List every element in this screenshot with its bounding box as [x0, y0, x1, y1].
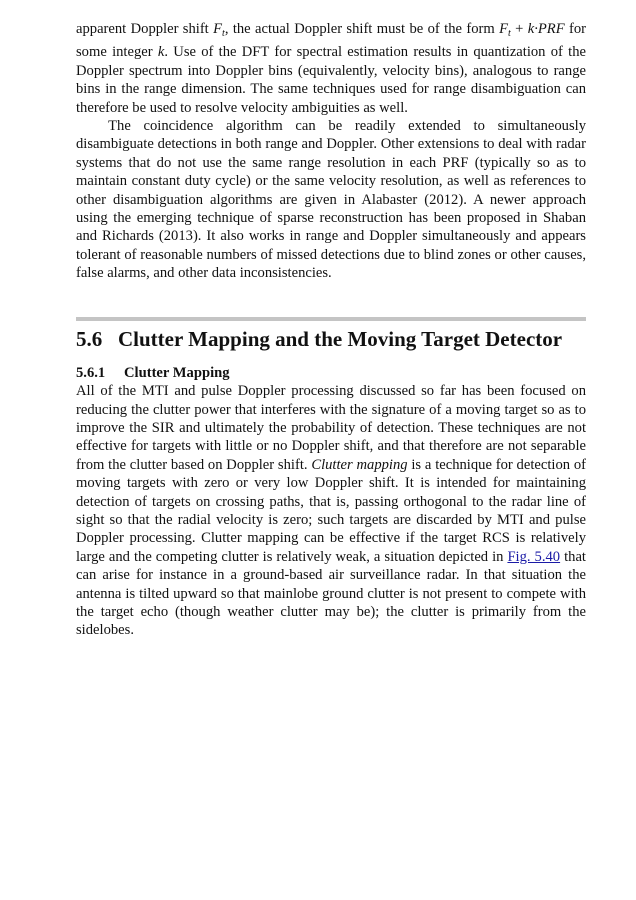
symbol-F: F [213, 21, 223, 37]
subsection-number: 5.6.1 [76, 364, 106, 381]
section-heading [76, 326, 586, 352]
subsection-heading [76, 364, 586, 382]
subsection-title: Clutter Mapping [124, 364, 230, 381]
section-number: 5.6 [76, 326, 103, 351]
text: apparent Doppler shift [76, 21, 214, 37]
text: . Use of the DFT for spectral estimation results in quantization of the Doppler spectrum into Doppler bins (equivalently, velocity bins), analogous to range bins in the range dimension. The same techniques used for range disambiguation can therefore be used to resolve velocity ambiguities as well. [76, 44, 587, 116]
symbol-F: F [499, 21, 508, 37]
page-content [76, 20, 586, 640]
figure-link[interactable]: Fig. 5.40 [507, 548, 561, 565]
text: + [510, 21, 528, 37]
section-divider [76, 317, 586, 321]
subscript-t: t [508, 28, 511, 39]
paragraph-clutter-mapping [76, 382, 586, 640]
emphasis-clutter-mapping: Clutter mapping [311, 456, 408, 473]
text: , the actual Doppler shift must be of the form [224, 21, 500, 37]
text: for some integer [76, 21, 587, 61]
paragraph-doppler-ambiguity [76, 20, 586, 117]
symbol-k: k [157, 44, 165, 61]
symbol-k-prf: k·PRF [527, 21, 565, 37]
section-title: Clutter Mapping and the Moving Target Detector [118, 326, 563, 351]
text: All of the MTI and pulse Doppler processing discussed so far has been focused on reducing the clutter power that interferes with the signature of a moving target so as to improve the SIR and ultimately the probability of detection. These techniques are not effective for targets with little or no Doppler shift, and that therefore are not separable from the clutter based on Doppler shift. [76, 383, 586, 473]
subscript-t: t [222, 28, 225, 39]
text: that can arise for instance in a ground-based air surveillance radar. In that situation the antenna is tilted upward so that mainlobe ground clutter is not present to compete with the target echo (though weather clutter may be); the clutter is primarily from the sidelobes. [76, 548, 586, 639]
text: is a technique for detection of moving targets with zero or very low Doppler shift. It is intended for maintaining detection of targets on crossing paths, that is, passing orthogonal to the radar line of sight so that the radial velocity is zero; such targets are discarded by MTI and pulse Doppler processing. Clutter mapping can be effective if the target RCS is relatively large and the competing clutter is relatively weak, a situation depicted in [76, 456, 586, 565]
paragraph-coincidence-algorithm: The coincidence algorithm can be readily extended to simultaneously disambiguate detections in both range and Doppler. Other extensions to deal with radar systems that do not use the same range resolution in each PRF (typically so as to maintain constant duty cycle) or the same velocity resolution, as well as references to other disambiguation algorithms are given in Alabaster (2012). A newer approach using the emerging technique of sparse reconstruction has been proposed in Shaban and Richards (2013). It also works in range and Doppler simultaneously and appears tolerant of reasonable numbers of missed detections due to blind zones or other causes, false alarms, and other data inconsistencies. [76, 118, 586, 282]
